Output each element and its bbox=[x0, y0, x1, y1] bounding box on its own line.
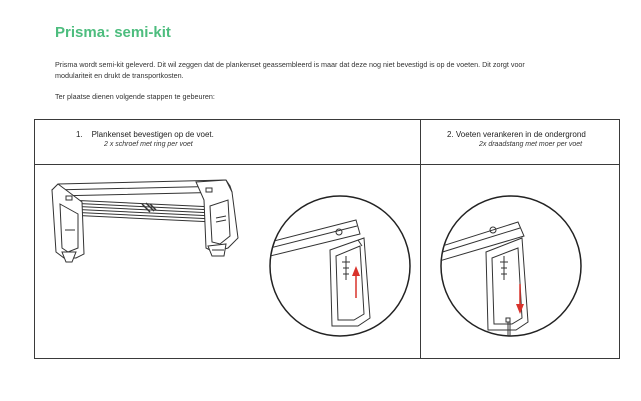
step1-subtitle: 2 x schroef met ring per voet bbox=[104, 141, 193, 148]
steps-intro: Ter plaatse dienen volgende stappen te gebeuren: bbox=[55, 92, 215, 101]
step1-number: 1. bbox=[76, 130, 83, 139]
step1-title: Plankenset bevestigen op de voet. bbox=[91, 130, 214, 139]
detail-circle-step1 bbox=[262, 196, 410, 336]
step2-title: 2. Voeten verankeren in de ondergrond bbox=[447, 130, 586, 139]
detail-circle-step2 bbox=[436, 196, 581, 340]
intro-paragraph: Prisma wordt semi-kit geleverd. Dit wil zeggen dat de plankenset geassembleerd is maar dat deze nog niet bevestigd is op de voeten. Dit zorgt voor modulariteit en drukt de transportkosten. bbox=[55, 60, 525, 80]
page-title: Prisma: semi-kit bbox=[55, 24, 171, 41]
shelf-set-drawing bbox=[52, 180, 238, 262]
step2-subtitle: 2x draadstang met moer per voet bbox=[479, 141, 583, 148]
